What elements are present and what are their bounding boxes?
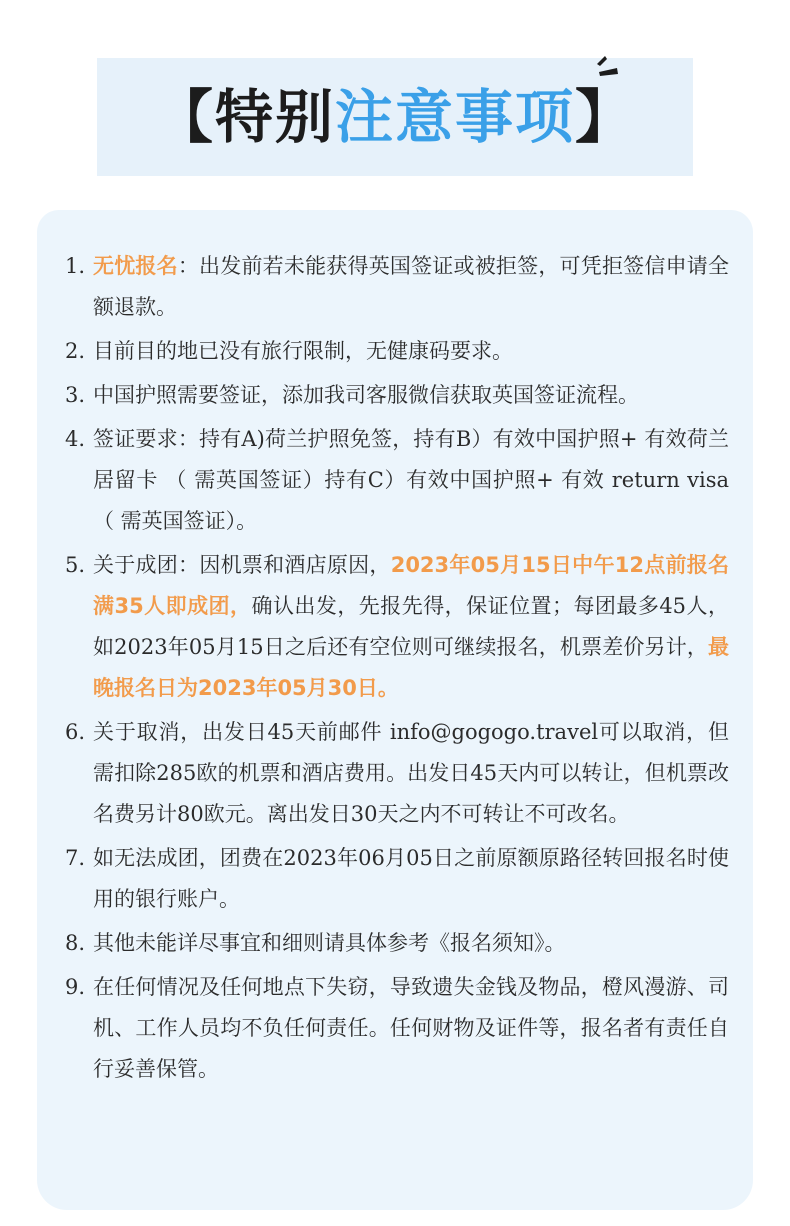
note-item-9 [37, 967, 753, 1090]
notes-card [37, 210, 753, 1210]
note-number: 5. [65, 553, 86, 577]
note-highlight: 2023年05月15日中午12点前报名满35人即成团， [93, 553, 729, 618]
note-item-6 [37, 712, 753, 835]
note-item-8 [37, 923, 753, 964]
sparkle-icon [593, 54, 621, 82]
note-number: 3. [65, 383, 86, 407]
note-number: 4. [65, 427, 86, 451]
note-text: 关于成团：因机票和酒店原因， [93, 553, 391, 577]
note-number: 1. [65, 254, 86, 278]
note-text: 其他未能详尽事宜和细则请具体参考《报名须知》。 [93, 931, 566, 955]
note-number: 9. [65, 975, 86, 999]
notes-list [37, 246, 753, 1093]
note-text: 在任何情况及任何地点下失窃，导致遗失金钱及物品，橙风漫游、司机、工作人员均不负任何责任。任何财物及证件等，报名者有责任自行妥善保管。 [93, 975, 729, 1081]
note-highlight: 最晚报名日为2023年05月30日。 [93, 635, 729, 700]
page-title [97, 80, 693, 154]
title-banner [97, 58, 693, 176]
title-blue-part: 注意事项 [335, 83, 576, 151]
note-highlight: 无忧报名 [93, 254, 178, 278]
note-item-3 [37, 375, 753, 416]
note-number: 7. [65, 846, 86, 870]
note-item-7 [37, 838, 753, 920]
note-number: 8. [65, 931, 86, 955]
title-bracket-open: 【 [154, 83, 215, 151]
note-text: 如无法成团，团费在2023年06月05日之前原额原路径转回报名时使用的银行账户。 [93, 846, 729, 911]
note-text: ：出发前若未能获得英国签证或被拒签，可凭拒签信申请全额退款。 [93, 254, 729, 319]
note-number: 6. [65, 720, 86, 744]
note-text: 中国护照需要签证，添加我司客服微信获取英国签证流程。 [93, 383, 639, 407]
note-text: 确认出发，先报先得，保证位置；每团最多45人，如2023年05月15日之后还有空位则可继续报名，机票差价另计， [93, 594, 729, 659]
note-text: 目前目的地已没有旅行限制，无健康码要求。 [93, 339, 513, 363]
note-item-2 [37, 331, 753, 372]
note-item-4 [37, 419, 753, 542]
note-number: 2. [65, 339, 86, 363]
note-text: 签证要求：持有A)荷兰护照免签，持有B）有效中国护照+ 有效荷兰居留卡 （ 需英国签证）持有C）有效中国护照+ 有效 return visa （ 需英国签证）。 [93, 427, 729, 533]
title-dark-part: 特别 [214, 83, 335, 151]
note-item-1 [37, 246, 753, 328]
note-text: 关于取消，出发日45天前邮件 info@gogogo.travel可以取消，但需扣除285欧的机票和酒店费用。出发日45天内可以转让，但机票改名费另计80欧元。离出发日30天之内不可转让不可改名。 [93, 720, 729, 826]
note-item-5 [37, 545, 753, 709]
title-bracket-close: 】 [575, 83, 636, 151]
